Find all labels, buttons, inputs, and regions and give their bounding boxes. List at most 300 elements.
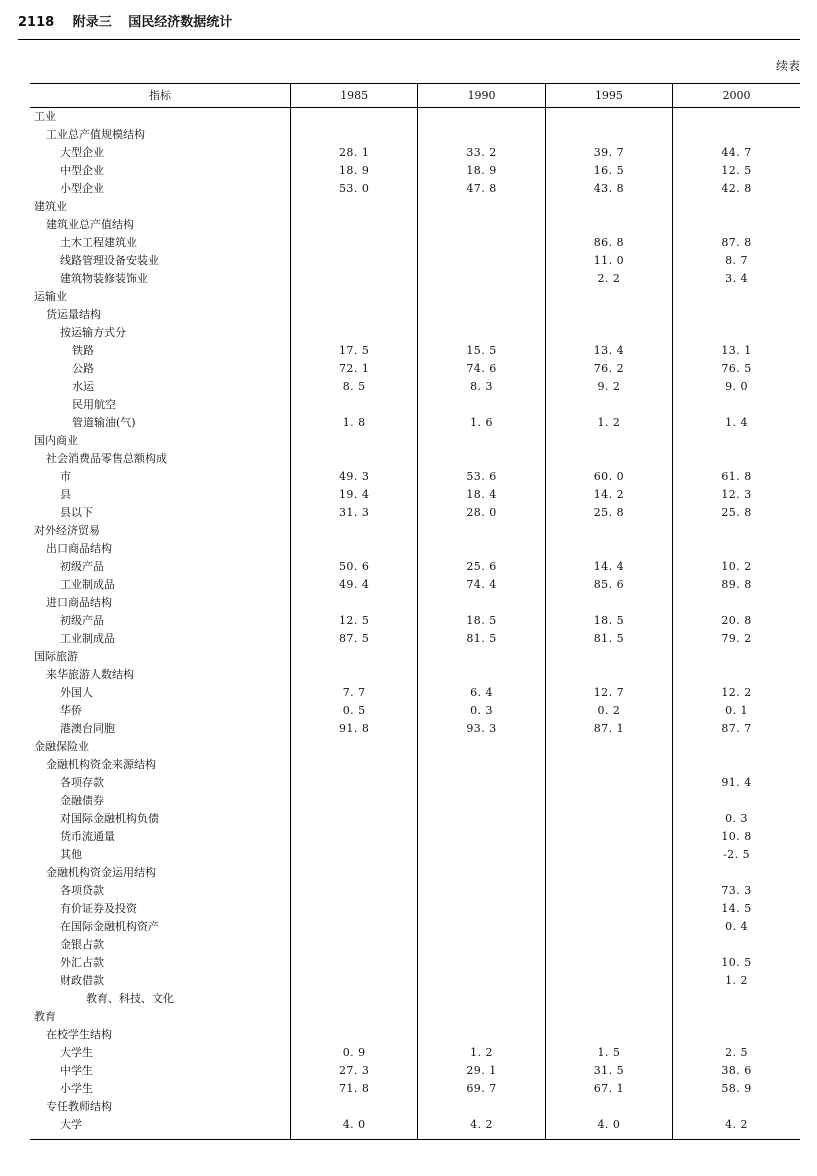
value-cell-2000 — [673, 594, 800, 612]
value-cell-1990 — [418, 846, 545, 864]
table-row — [30, 666, 800, 684]
value-cell-1990: 25. 6 — [418, 558, 545, 576]
value-cell-1985 — [291, 594, 418, 612]
row-label: 线路管理设备安装业 — [60, 254, 159, 267]
value-cell-1990: 4. 2 — [418, 1116, 545, 1140]
value-cell-1995 — [545, 450, 672, 468]
value-cell-1995 — [545, 396, 672, 414]
row-label: 外汇占款 — [60, 956, 104, 969]
value-cell-1985: 31. 3 — [291, 504, 418, 522]
value-cell-1995 — [545, 756, 672, 774]
value-cell-1990 — [418, 648, 545, 666]
value-cell-1985 — [291, 792, 418, 810]
value-cell-2000 — [673, 792, 800, 810]
value-cell-1995: 16. 5 — [545, 162, 672, 180]
value-cell-1985 — [291, 900, 418, 918]
value-cell-1995: 60. 0 — [545, 468, 672, 486]
appendix-label: 附录三 — [72, 15, 112, 30]
row-label: 进口商品结构 — [46, 596, 112, 609]
row-label: 其他 — [60, 848, 82, 861]
value-cell-1985: 0. 9 — [291, 1044, 418, 1062]
value-cell-1990 — [418, 900, 545, 918]
value-cell-1995 — [545, 1098, 672, 1116]
value-cell-1995: 9. 2 — [545, 378, 672, 396]
row-label: 教育 — [34, 1010, 56, 1023]
row-label: 土木工程建筑业 — [60, 236, 137, 249]
row-label: 教育、科技、文化 — [86, 992, 174, 1005]
value-cell-1990: 0. 3 — [418, 702, 545, 720]
value-cell-1985: 17. 5 — [291, 342, 418, 360]
value-cell-1985: 91. 8 — [291, 720, 418, 738]
value-cell-1995 — [545, 774, 672, 792]
table-row — [30, 216, 800, 234]
table-row — [30, 792, 800, 810]
value-cell-2000: 3. 4 — [673, 270, 800, 288]
value-cell-1995 — [545, 126, 672, 144]
table-row — [30, 522, 800, 540]
row-label: 金融机构资金运用结构 — [46, 866, 156, 879]
value-cell-1990: 29. 1 — [418, 1062, 545, 1080]
row-label: 水运 — [72, 380, 94, 393]
value-cell-1995 — [545, 738, 672, 756]
value-cell-1990 — [418, 540, 545, 558]
value-cell-2000 — [673, 108, 800, 127]
value-cell-1990 — [418, 954, 545, 972]
value-cell-2000: 89. 8 — [673, 576, 800, 594]
value-cell-2000: 10. 2 — [673, 558, 800, 576]
table-row — [30, 306, 800, 324]
value-cell-1995 — [545, 954, 672, 972]
value-cell-1985 — [291, 828, 418, 846]
value-cell-1985: 7. 7 — [291, 684, 418, 702]
table-row — [30, 432, 800, 450]
value-cell-1995 — [545, 540, 672, 558]
table-row — [30, 864, 800, 882]
value-cell-1985: 87. 5 — [291, 630, 418, 648]
value-cell-2000 — [673, 540, 800, 558]
value-cell-1985 — [291, 648, 418, 666]
value-cell-1990 — [418, 828, 545, 846]
value-cell-2000 — [673, 936, 800, 954]
value-cell-1985: 27. 3 — [291, 1062, 418, 1080]
row-label: 金融保险业 — [34, 740, 89, 753]
table-row — [30, 648, 800, 666]
value-cell-1990: 18. 5 — [418, 612, 545, 630]
value-cell-1995 — [545, 792, 672, 810]
row-label: 在校学生结构 — [46, 1028, 112, 1041]
table-row — [30, 162, 800, 180]
value-cell-2000: 2. 5 — [673, 1044, 800, 1062]
value-cell-1995 — [545, 900, 672, 918]
value-cell-1995: 13. 4 — [545, 342, 672, 360]
row-label: 大学生 — [60, 1046, 93, 1059]
row-label: 有价证券及投资 — [60, 902, 137, 915]
value-cell-2000: 9. 0 — [673, 378, 800, 396]
value-cell-1990: 28. 0 — [418, 504, 545, 522]
row-label: 货币流通量 — [60, 830, 115, 843]
table-body — [30, 108, 800, 1140]
value-cell-1995 — [545, 198, 672, 216]
value-cell-2000 — [673, 306, 800, 324]
table-row — [30, 684, 800, 702]
value-cell-1990: 18. 9 — [418, 162, 545, 180]
value-cell-1990: 93. 3 — [418, 720, 545, 738]
table-row — [30, 972, 800, 990]
value-cell-2000: 0. 3 — [673, 810, 800, 828]
value-cell-1990 — [418, 990, 545, 1008]
value-cell-1990 — [418, 252, 545, 270]
table-row — [30, 144, 800, 162]
value-cell-2000 — [673, 864, 800, 882]
table-row — [30, 360, 800, 378]
value-cell-1995 — [545, 432, 672, 450]
row-label: 县以下 — [60, 506, 93, 519]
value-cell-1990 — [418, 756, 545, 774]
value-cell-1990: 53. 6 — [418, 468, 545, 486]
value-cell-2000 — [673, 126, 800, 144]
value-cell-2000: 13. 1 — [673, 342, 800, 360]
value-cell-1990: 81. 5 — [418, 630, 545, 648]
value-cell-2000: 58. 9 — [673, 1080, 800, 1098]
row-label: 在国际金融机构资产 — [60, 920, 159, 933]
column-header-1995: 1995 — [545, 84, 672, 108]
row-label: 对外经济贸易 — [34, 524, 100, 537]
value-cell-2000: 42. 8 — [673, 180, 800, 198]
value-cell-1985 — [291, 738, 418, 756]
value-cell-2000: 1. 2 — [673, 972, 800, 990]
value-cell-2000 — [673, 432, 800, 450]
column-header-indicator: 指标 — [30, 84, 291, 108]
row-label: 小型企业 — [60, 182, 104, 195]
row-label: 铁路 — [72, 344, 94, 357]
value-cell-1990 — [418, 864, 545, 882]
value-cell-2000: 14. 5 — [673, 900, 800, 918]
table-row — [30, 234, 800, 252]
value-cell-2000 — [673, 450, 800, 468]
value-cell-2000 — [673, 324, 800, 342]
page-number: 2118 — [18, 15, 55, 30]
value-cell-1985: 18. 9 — [291, 162, 418, 180]
value-cell-1990 — [418, 666, 545, 684]
value-cell-1995: 11. 0 — [545, 252, 672, 270]
row-label: 市 — [60, 470, 71, 483]
value-cell-1990 — [418, 432, 545, 450]
value-cell-1995: 87. 1 — [545, 720, 672, 738]
value-cell-1995: 67. 1 — [545, 1080, 672, 1098]
value-cell-1985: 8. 5 — [291, 378, 418, 396]
value-cell-1990 — [418, 738, 545, 756]
table-row — [30, 504, 800, 522]
statistics-table — [30, 83, 800, 1140]
row-label: 民用航空 — [72, 398, 116, 411]
value-cell-1995 — [545, 828, 672, 846]
value-cell-1995: 2. 2 — [545, 270, 672, 288]
column-header-2000: 2000 — [673, 84, 800, 108]
value-cell-1995 — [545, 918, 672, 936]
table-row — [30, 954, 800, 972]
value-cell-1995: 81. 5 — [545, 630, 672, 648]
value-cell-1990: 74. 4 — [418, 576, 545, 594]
row-label: 公路 — [72, 362, 94, 375]
row-label: 金银占款 — [60, 938, 104, 951]
row-label: 外国人 — [60, 686, 93, 699]
value-cell-1985 — [291, 324, 418, 342]
value-cell-2000: 1. 4 — [673, 414, 800, 432]
value-cell-1990 — [418, 594, 545, 612]
row-label: 县 — [60, 488, 71, 501]
table-row — [30, 1062, 800, 1080]
value-cell-1990: 15. 5 — [418, 342, 545, 360]
value-cell-1990: 47. 8 — [418, 180, 545, 198]
row-label: 小学生 — [60, 1082, 93, 1095]
value-cell-2000 — [673, 396, 800, 414]
value-cell-1985 — [291, 288, 418, 306]
table-row — [30, 1026, 800, 1044]
row-label: 中学生 — [60, 1064, 93, 1077]
row-label: 运输业 — [34, 290, 67, 303]
table-row — [30, 936, 800, 954]
table-row — [30, 270, 800, 288]
row-label: 大型企业 — [60, 146, 104, 159]
table-row — [30, 612, 800, 630]
value-cell-1985 — [291, 1026, 418, 1044]
value-cell-1995: 14. 4 — [545, 558, 672, 576]
value-cell-2000 — [673, 1008, 800, 1026]
table-row — [30, 828, 800, 846]
value-cell-1985 — [291, 1008, 418, 1026]
value-cell-1985 — [291, 126, 418, 144]
value-cell-1985 — [291, 846, 418, 864]
value-cell-2000: 4. 2 — [673, 1116, 800, 1140]
value-cell-1985: 28. 1 — [291, 144, 418, 162]
row-label: 出口商品结构 — [46, 542, 112, 555]
value-cell-1995 — [545, 1008, 672, 1026]
value-cell-1995: 86. 8 — [545, 234, 672, 252]
table-row — [30, 1080, 800, 1098]
value-cell-1995: 4. 0 — [545, 1116, 672, 1140]
value-cell-1985 — [291, 774, 418, 792]
row-label: 建筑业 — [34, 200, 67, 213]
value-cell-1990 — [418, 198, 545, 216]
row-label: 各项存款 — [60, 776, 104, 789]
value-cell-1995 — [545, 846, 672, 864]
row-label: 港澳台同胞 — [60, 722, 115, 735]
value-cell-1985 — [291, 216, 418, 234]
table-row — [30, 108, 800, 127]
value-cell-1995: 25. 8 — [545, 504, 672, 522]
value-cell-1985 — [291, 522, 418, 540]
value-cell-1990 — [418, 1098, 545, 1116]
table-row — [30, 198, 800, 216]
row-label: 初级产品 — [60, 614, 104, 627]
value-cell-1985 — [291, 666, 418, 684]
table-row — [30, 486, 800, 504]
value-cell-2000 — [673, 648, 800, 666]
value-cell-1995 — [545, 990, 672, 1008]
value-cell-2000 — [673, 216, 800, 234]
value-cell-1990: 1. 2 — [418, 1044, 545, 1062]
table-row — [30, 1044, 800, 1062]
value-cell-1990 — [418, 936, 545, 954]
value-cell-1995 — [545, 864, 672, 882]
value-cell-1990 — [418, 882, 545, 900]
value-cell-1985 — [291, 756, 418, 774]
value-cell-1985 — [291, 810, 418, 828]
value-cell-1985 — [291, 936, 418, 954]
value-cell-1990: 69. 7 — [418, 1080, 545, 1098]
value-cell-1990: 33. 2 — [418, 144, 545, 162]
value-cell-1995 — [545, 648, 672, 666]
row-label: 建筑业总产值结构 — [46, 218, 134, 231]
value-cell-1995: 85. 6 — [545, 576, 672, 594]
value-cell-1995: 39. 7 — [545, 144, 672, 162]
value-cell-1985: 49. 3 — [291, 468, 418, 486]
row-label: 各项贷款 — [60, 884, 104, 897]
value-cell-2000: 87. 7 — [673, 720, 800, 738]
row-label: 金融债券 — [60, 794, 104, 807]
row-label: 国内商业 — [34, 434, 78, 447]
value-cell-2000 — [673, 738, 800, 756]
value-cell-1990 — [418, 1026, 545, 1044]
table-row — [30, 918, 800, 936]
value-cell-1985: 12. 5 — [291, 612, 418, 630]
value-cell-1990: 6. 4 — [418, 684, 545, 702]
value-cell-2000: 10. 8 — [673, 828, 800, 846]
value-cell-2000: -2. 5 — [673, 846, 800, 864]
value-cell-1995: 12. 7 — [545, 684, 672, 702]
value-cell-1985 — [291, 234, 418, 252]
value-cell-2000: 38. 6 — [673, 1062, 800, 1080]
value-cell-1995: 1. 2 — [545, 414, 672, 432]
row-label: 中型企业 — [60, 164, 104, 177]
table-row — [30, 468, 800, 486]
value-cell-1995: 14. 2 — [545, 486, 672, 504]
table-row — [30, 756, 800, 774]
value-cell-1985: 72. 1 — [291, 360, 418, 378]
value-cell-1985 — [291, 882, 418, 900]
value-cell-1985: 0. 5 — [291, 702, 418, 720]
value-cell-2000: 91. 4 — [673, 774, 800, 792]
row-label: 初级产品 — [60, 560, 104, 573]
table-row — [30, 1008, 800, 1026]
value-cell-2000: 76. 5 — [673, 360, 800, 378]
row-label: 按运输方式分 — [60, 326, 126, 339]
value-cell-1985 — [291, 540, 418, 558]
value-cell-1990 — [418, 792, 545, 810]
value-cell-1990 — [418, 126, 545, 144]
value-cell-1990: 8. 3 — [418, 378, 545, 396]
value-cell-1995 — [545, 108, 672, 127]
value-cell-1985 — [291, 954, 418, 972]
value-cell-1995 — [545, 810, 672, 828]
value-cell-2000: 25. 8 — [673, 504, 800, 522]
value-cell-1995: 43. 8 — [545, 180, 672, 198]
row-label: 国际旅游 — [34, 650, 78, 663]
value-cell-1985: 53. 0 — [291, 180, 418, 198]
table-row — [30, 396, 800, 414]
value-cell-1985: 49. 4 — [291, 576, 418, 594]
value-cell-1995 — [545, 882, 672, 900]
value-cell-1995: 76. 2 — [545, 360, 672, 378]
value-cell-1985 — [291, 198, 418, 216]
table-row — [30, 990, 800, 1008]
value-cell-2000: 0. 1 — [673, 702, 800, 720]
column-header-1985: 1985 — [291, 84, 418, 108]
value-cell-2000: 20. 8 — [673, 612, 800, 630]
row-label: 大学 — [30, 1116, 291, 1140]
table-row — [30, 540, 800, 558]
value-cell-1990 — [418, 1008, 545, 1026]
value-cell-2000 — [673, 288, 800, 306]
value-cell-1985: 4. 0 — [291, 1116, 418, 1140]
table-row — [30, 126, 800, 144]
value-cell-1995: 31. 5 — [545, 1062, 672, 1080]
row-label: 华侨 — [60, 704, 82, 717]
value-cell-2000: 12. 5 — [673, 162, 800, 180]
row-label: 工业制成品 — [60, 578, 115, 591]
value-cell-1985 — [291, 864, 418, 882]
value-cell-1995 — [545, 666, 672, 684]
value-cell-1990 — [418, 324, 545, 342]
value-cell-1985 — [291, 990, 418, 1008]
value-cell-1995: 1. 5 — [545, 1044, 672, 1062]
table-row — [30, 900, 800, 918]
value-cell-1990 — [418, 972, 545, 990]
value-cell-1990 — [418, 216, 545, 234]
table-row — [30, 576, 800, 594]
page-title: 国民经济数据统计 — [128, 15, 233, 30]
value-cell-2000: 73. 3 — [673, 882, 800, 900]
row-label: 财政借款 — [60, 974, 104, 987]
value-cell-1990 — [418, 288, 545, 306]
value-cell-1995: 18. 5 — [545, 612, 672, 630]
value-cell-1985 — [291, 918, 418, 936]
value-cell-1990 — [418, 396, 545, 414]
value-cell-1990 — [418, 522, 545, 540]
value-cell-2000: 44. 7 — [673, 144, 800, 162]
value-cell-2000: 10. 5 — [673, 954, 800, 972]
table-row — [30, 1116, 800, 1140]
value-cell-2000 — [673, 1026, 800, 1044]
value-cell-1995 — [545, 288, 672, 306]
table-row — [30, 450, 800, 468]
value-cell-1985: 50. 6 — [291, 558, 418, 576]
table-row — [30, 738, 800, 756]
value-cell-1990: 18. 4 — [418, 486, 545, 504]
table-row — [30, 414, 800, 432]
value-cell-2000: 79. 2 — [673, 630, 800, 648]
value-cell-2000: 0. 4 — [673, 918, 800, 936]
value-cell-1995 — [545, 972, 672, 990]
table-row — [30, 720, 800, 738]
value-cell-1985 — [291, 432, 418, 450]
value-cell-2000: 61. 8 — [673, 468, 800, 486]
value-cell-1990 — [418, 450, 545, 468]
value-cell-1985 — [291, 252, 418, 270]
value-cell-1990 — [418, 306, 545, 324]
value-cell-1990 — [418, 234, 545, 252]
value-cell-1995 — [545, 1026, 672, 1044]
value-cell-1995 — [545, 594, 672, 612]
value-cell-2000 — [673, 198, 800, 216]
row-label: 工业总产值规模结构 — [46, 128, 145, 141]
value-cell-1995 — [545, 306, 672, 324]
row-label: 管道输油(气) — [72, 416, 136, 429]
row-label: 社会消费品零售总额构成 — [46, 452, 167, 465]
table-row — [30, 558, 800, 576]
value-cell-2000: 12. 2 — [673, 684, 800, 702]
value-cell-1990 — [418, 270, 545, 288]
